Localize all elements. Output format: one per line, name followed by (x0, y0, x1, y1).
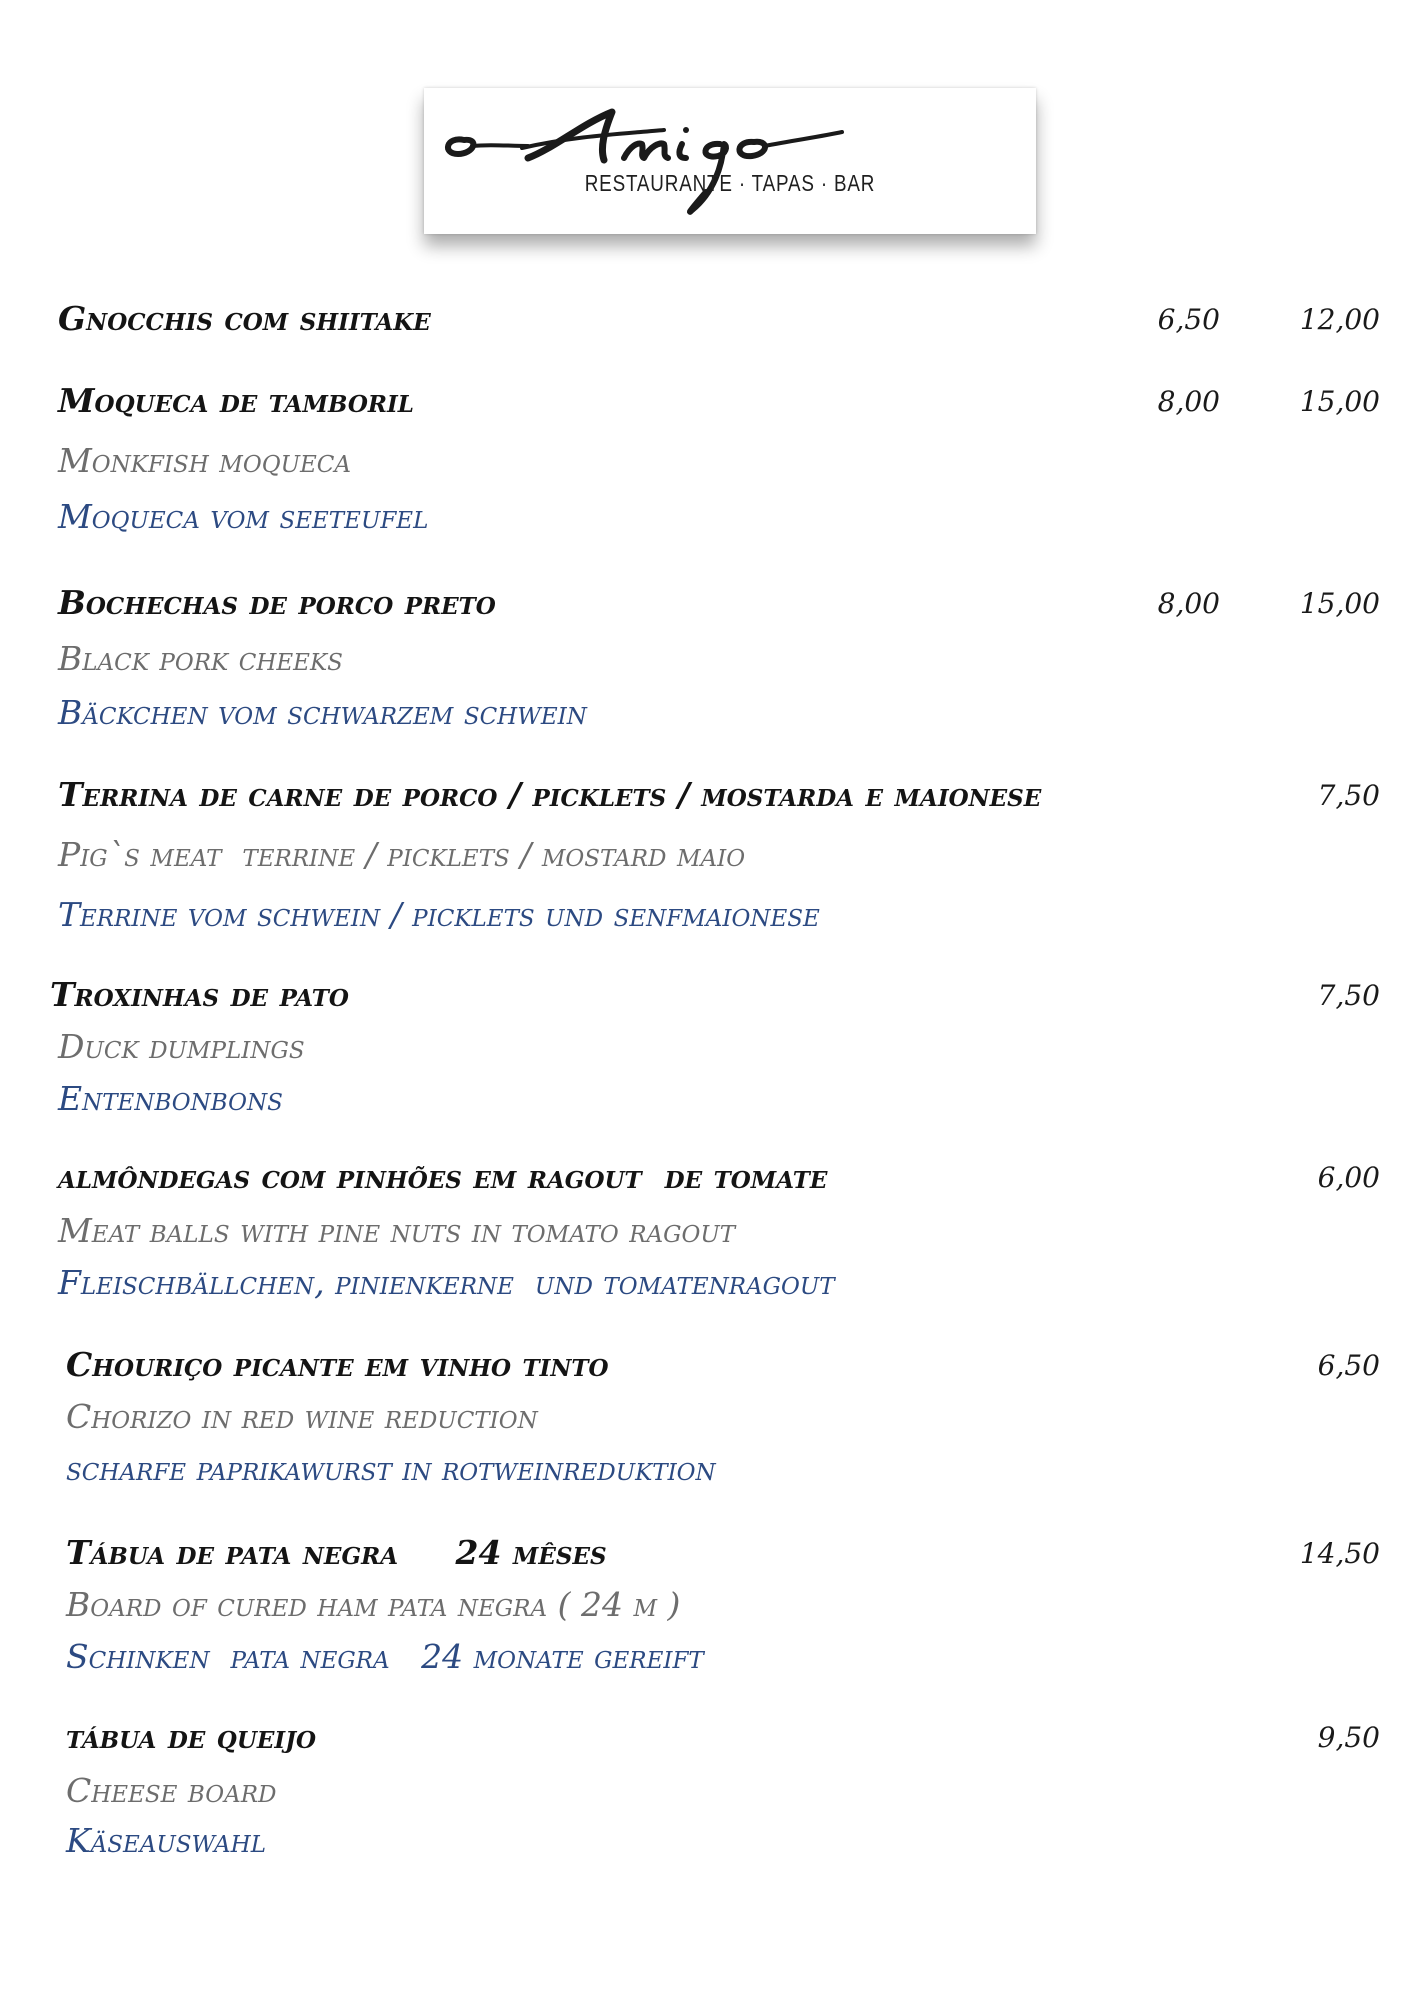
dish-name-pt: Bochechas de porco preto (58, 583, 496, 622)
price-large: 7,50 (1317, 979, 1380, 1012)
price-large: 14,50 (1299, 1537, 1380, 1570)
dish-name-pt: Chouriço picante em vinho tinto (66, 1345, 609, 1384)
dish-name-en: Monkfish moqueca (58, 441, 351, 480)
dish-name-de: Fleischbällchen, pinienkerne und tomatenragout (58, 1263, 835, 1302)
dish-name-en: Pig`s meat terrine / picklets / mostard maio (58, 835, 746, 874)
dish-name-de: Bäckchen vom schwarzem schwein (58, 693, 587, 732)
price-small: 8,00 (1157, 385, 1220, 418)
dish-name-en: Duck dumplings (58, 1027, 305, 1066)
price-large: 6,00 (1317, 1161, 1380, 1194)
dish-name-de: Entenbonbons (58, 1079, 283, 1118)
dish-name-pt: almôndegas com pinhões em ragout de tomate (58, 1157, 828, 1196)
dish-name-pt: tábua de queijo (66, 1717, 317, 1756)
price-large: 15,00 (1299, 385, 1380, 418)
dish-name-pt: Terrina de carne de porco / picklets / mostarda e maionese (58, 775, 1042, 814)
price-large: 12,00 (1299, 303, 1380, 336)
dish-name-pt: Moqueca de tamboril (58, 381, 414, 420)
dish-name-de: Terrine vom schwein / picklets und senfmaionese (58, 895, 820, 934)
dish-name-de: scharfe paprikawurst in rotweinreduktion (66, 1449, 716, 1488)
logo-tagline: RESTAURANTE · TAPAS · BAR (584, 170, 876, 196)
dish-name-en: Black pork cheeks (58, 639, 343, 678)
dish-name-en: Meat balls with pine nuts in tomato ragout (58, 1211, 736, 1250)
price-large: 15,00 (1299, 587, 1380, 620)
dish-name-pt: Tábua de pata negra 24 mêses (66, 1533, 607, 1572)
price-small: 8,00 (1157, 587, 1220, 620)
price-small: 6,50 (1157, 303, 1220, 336)
dish-name-pt: Troxinhas de pato (50, 975, 349, 1014)
dish-name-en: Chorizo in red wine reduction (66, 1397, 538, 1436)
dish-name-de: Moqueca vom seeteufel (58, 497, 429, 536)
dish-name-en: Board of cured ham pata negra ( 24 m ) (66, 1585, 681, 1624)
dish-name-de: Käseauswahl (66, 1821, 266, 1860)
dish-name-en: Cheese board (66, 1771, 277, 1810)
price-large: 7,50 (1317, 779, 1380, 812)
price-large: 9,50 (1317, 1721, 1380, 1754)
price-large: 6,50 (1317, 1349, 1380, 1382)
dish-name-de: Schinken pata negra 24 monate gereift (66, 1637, 704, 1676)
dish-name-pt: Gnocchis com shiitake (58, 299, 431, 338)
